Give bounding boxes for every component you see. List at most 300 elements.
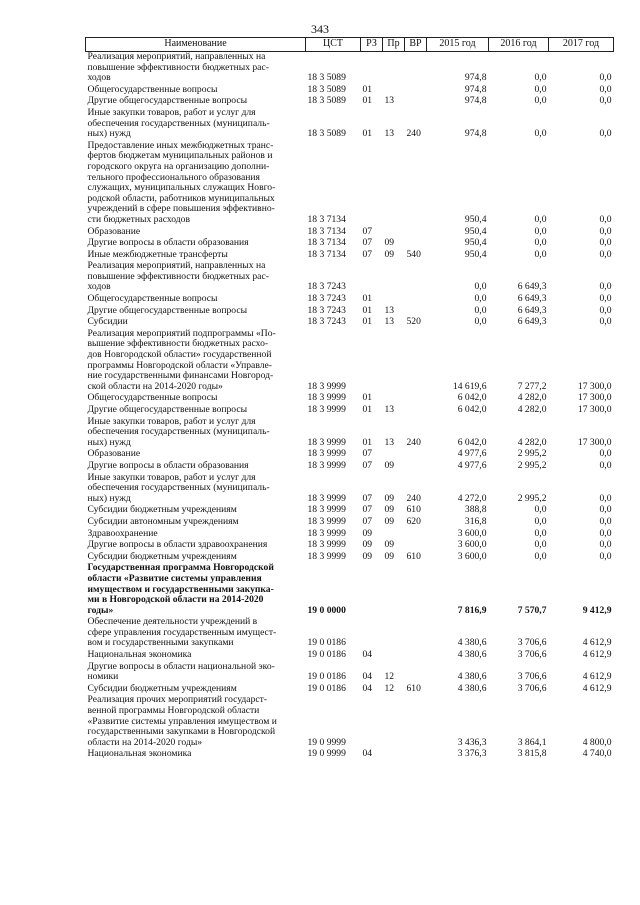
row-name-line: служащих, муниципальных служащих Новго- — [87, 182, 276, 194]
row-vr: 520 — [406, 316, 421, 328]
row-name-line: повышение эффективности бюджетных рас- — [87, 270, 269, 282]
row-rz — [361, 261, 383, 294]
row-name — [86, 473, 306, 506]
row-name — [86, 650, 306, 662]
row-value-2016: 0,0 — [534, 225, 547, 237]
table-row — [86, 238, 614, 250]
row-name-line: годы» — [87, 604, 114, 616]
row-pr: 13 — [384, 304, 395, 316]
row-rz: 01 — [362, 83, 373, 95]
row-value-2016: 6 649,3 — [517, 304, 547, 316]
row-name — [86, 517, 306, 529]
row-name-line: Общегосударственные вопросы — [87, 392, 218, 404]
row-vr — [405, 650, 427, 662]
row-name-line: Субсидии — [87, 316, 128, 328]
row-name — [86, 294, 306, 306]
row-name-line: обеспечения государственных (муниципаль- — [87, 117, 270, 129]
row-vr — [405, 294, 427, 306]
row-name-line: родской области, работников муниципальных — [87, 192, 275, 204]
row-value-2015: 974,8 — [464, 72, 487, 84]
row-cst: 18 3 7134 — [307, 225, 346, 237]
row-rz: 04 — [362, 671, 373, 683]
row-value-2017: 0,0 — [599, 316, 612, 328]
row-value-2017: 0,0 — [599, 237, 612, 249]
row-value-2015: 3 600,0 — [457, 527, 487, 539]
row-cst: 18 3 9999 — [307, 527, 346, 539]
row-rz: 07 — [362, 515, 373, 527]
row-rz: 01 — [362, 392, 373, 404]
row-rz: 01 — [362, 404, 373, 415]
row-pr — [383, 617, 405, 650]
row-value-2016: 0,0 — [534, 539, 547, 551]
row-value-2017: 4 740,0 — [582, 748, 612, 760]
row-name-line: обеспечения государственных (муниципаль- — [87, 426, 270, 438]
table-row — [86, 329, 614, 394]
row-name — [86, 52, 306, 85]
row-rz: 01 — [362, 293, 373, 305]
row-value-2017: 0,0 — [599, 128, 612, 140]
row-name-line: Реализация мероприятий, направленных на — [87, 51, 266, 62]
row-value-2016: 0,0 — [534, 550, 547, 562]
row-name — [86, 261, 306, 294]
row-rz: 07 — [362, 448, 373, 460]
row-value-2017: 0,0 — [599, 504, 612, 516]
row-pr — [383, 695, 405, 749]
row-value-2016: 6 649,3 — [517, 281, 547, 293]
row-name-line: Другие общегосударственные вопросы — [87, 95, 248, 107]
table-row — [86, 563, 614, 617]
row-cst: 18 3 9999 — [307, 539, 346, 551]
row-name-line: ных) нужд — [87, 436, 131, 448]
row-value-2016: 0,0 — [534, 72, 547, 84]
row-cst: 19 0 0186 — [307, 682, 346, 694]
row-vr: 240 — [406, 492, 421, 504]
row-value-2017: 0,0 — [599, 527, 612, 539]
row-name-line: дов Новгородской области» государственной — [87, 349, 272, 361]
row-name-line: городского округа на организацию дополни- — [87, 160, 270, 172]
row-name-line: Иные межбюджетные трансферты — [87, 248, 228, 260]
row-value-2017: 0,0 — [599, 539, 612, 551]
row-vr: 620 — [406, 515, 421, 527]
row-pr: 09 — [384, 515, 395, 527]
row-name-line: Субсидии автономным учреждениям — [87, 515, 239, 527]
row-name-line: Национальная экономика — [87, 649, 192, 661]
row-vr — [405, 695, 427, 749]
table-header-row — [86, 38, 614, 52]
row-rz — [361, 695, 383, 749]
row-value-2017: 9 412,9 — [582, 604, 612, 616]
row-value-2016: 0,0 — [534, 95, 547, 107]
table-row — [86, 417, 614, 450]
row-cst: 18 3 9999 — [307, 380, 346, 392]
row-cst: 18 3 9999 — [307, 392, 346, 404]
row-value-2015: 4 272,0 — [457, 492, 487, 504]
row-value-2015: 316,8 — [464, 515, 487, 527]
row-name-line: Общегосударственные вопросы — [87, 83, 218, 95]
row-value-2015: 974,8 — [464, 128, 487, 140]
row-rz: 01 — [362, 304, 373, 316]
row-value-2017: 17 300,0 — [577, 380, 612, 392]
row-cst: 18 3 7134 — [307, 213, 346, 225]
row-value-2015: 0,0 — [474, 281, 487, 293]
row-rz: 09 — [362, 539, 373, 551]
row-name-line: Обеспечение деятельности учреждений в — [87, 616, 258, 628]
row-cst: 18 3 7243 — [307, 316, 346, 328]
row-vr — [405, 662, 427, 684]
row-value-2015: 14 619,6 — [452, 380, 487, 392]
row-value-2016: 3 706,6 — [517, 682, 547, 694]
row-value-2016: 0,0 — [534, 515, 547, 527]
row-pr: 13 — [384, 128, 395, 140]
row-value-2016: 6 649,3 — [517, 316, 547, 328]
row-value-2016: 6 649,3 — [517, 293, 547, 305]
row-name — [86, 108, 306, 141]
row-name-line: сфере управления государственным имущест- — [87, 626, 277, 638]
row-value-2015: 6 042,0 — [457, 404, 487, 415]
row-cst: 18 3 5089 — [307, 128, 346, 140]
row-name — [86, 417, 306, 450]
row-value-2016: 3 706,6 — [517, 671, 547, 683]
row-value-2016: 0,0 — [534, 128, 547, 140]
row-value-2016: 4 282,0 — [517, 404, 547, 415]
row-cst: 19 0 0186 — [307, 649, 346, 661]
row-name-line: фертов бюджетам муниципальных районов и — [87, 150, 273, 162]
row-name-line: ской области на 2014-2020 годы» — [87, 380, 223, 392]
row-value-2017: 4 612,9 — [582, 637, 612, 649]
row-rz: 04 — [362, 649, 373, 661]
row-pr — [383, 141, 405, 227]
row-name — [86, 461, 306, 473]
row-vr — [405, 238, 427, 250]
table-body — [86, 52, 614, 762]
row-vr — [405, 52, 427, 85]
row-cst: 18 3 9999 — [307, 550, 346, 562]
row-value-2017: 0,0 — [599, 95, 612, 107]
column-header-2017: 2017 год — [549, 38, 614, 52]
row-value-2016: 0,0 — [534, 213, 547, 225]
row-pr: 09 — [384, 492, 395, 504]
row-value-2017: 0,0 — [599, 304, 612, 316]
row-cst: 18 3 7243 — [307, 281, 346, 293]
row-cst: 18 3 7134 — [307, 237, 346, 249]
row-vr: 540 — [406, 248, 421, 260]
row-value-2016: 2 995,2 — [517, 459, 547, 471]
row-name-line: Другие общегосударственные вопросы — [87, 304, 248, 316]
row-name — [86, 563, 306, 617]
row-vr — [405, 96, 427, 108]
row-cst: 19 0 0186 — [307, 671, 346, 683]
table-row — [86, 695, 614, 749]
row-value-2016: 0,0 — [534, 504, 547, 516]
row-rz — [361, 329, 383, 394]
table-row — [86, 517, 614, 529]
row-value-2015: 4 977,6 — [457, 459, 487, 471]
row-name-line: Предоставление иных межбюджетных транс- — [87, 139, 274, 151]
row-cst: 18 3 9999 — [307, 515, 346, 527]
row-vr — [405, 227, 427, 239]
table-row — [86, 473, 614, 506]
row-value-2017: 4 612,9 — [582, 671, 612, 683]
table-row — [86, 617, 614, 650]
row-pr: 09 — [384, 550, 395, 562]
row-value-2016: 4 282,0 — [517, 436, 547, 448]
row-pr: 09 — [384, 248, 395, 260]
row-rz: 07 — [362, 225, 373, 237]
row-rz: 07 — [362, 237, 373, 249]
row-value-2015: 3 600,0 — [457, 550, 487, 562]
row-rz: 07 — [362, 248, 373, 260]
row-value-2016: 3 815,8 — [517, 748, 547, 760]
row-pr — [383, 52, 405, 85]
row-name-line: Государственная программа Новгородской — [87, 562, 274, 574]
row-name-line: ми в Новгородской области на 2014-2020 — [87, 594, 264, 606]
row-rz: 01 — [362, 95, 373, 107]
row-value-2016: 7 570,7 — [517, 604, 547, 616]
row-pr: 13 — [384, 95, 395, 107]
row-rz: 01 — [362, 128, 373, 140]
row-value-2015: 4 380,6 — [457, 682, 487, 694]
row-name-line: повышение эффективности бюджетных рас- — [87, 61, 269, 73]
column-header-name: Наименование — [86, 38, 306, 52]
table-row — [86, 294, 614, 306]
row-rz: 01 — [362, 316, 373, 328]
row-name — [86, 405, 306, 417]
column-header-rz: РЗ — [361, 38, 383, 52]
table-row — [86, 650, 614, 662]
row-name-line: Реализация мероприятий, направленных на — [87, 260, 266, 272]
row-name-line: ние государственными финансами Новгород- — [87, 370, 274, 382]
row-name-line: Образование — [87, 225, 141, 237]
row-name — [86, 662, 306, 684]
row-vr — [405, 749, 427, 761]
table-row — [86, 662, 614, 684]
row-value-2015: 3 436,3 — [457, 736, 487, 748]
table-row — [86, 141, 614, 227]
row-name-line: номики — [87, 671, 119, 683]
row-name — [86, 617, 306, 650]
row-value-2017: 0,0 — [599, 293, 612, 305]
row-vr — [405, 405, 427, 417]
row-name-line: области «Развитие системы управления — [87, 572, 262, 584]
row-value-2015: 4 380,6 — [457, 671, 487, 683]
row-vr — [405, 261, 427, 294]
row-cst: 19 0 9999 — [307, 748, 346, 760]
page-number: 343 — [311, 22, 329, 36]
row-name-line: ных) нужд — [87, 128, 131, 140]
row-name-line: вом и государственными закупками — [87, 637, 234, 649]
row-name-line: государственными закупками в Новгородской — [87, 726, 276, 738]
table-row — [86, 540, 614, 552]
row-vr — [405, 617, 427, 650]
row-value-2016: 0,0 — [534, 83, 547, 95]
row-name-line: сти бюджетных расходов — [87, 213, 190, 225]
row-value-2015: 0,0 — [474, 293, 487, 305]
row-vr — [405, 449, 427, 461]
row-vr — [405, 85, 427, 97]
row-value-2015: 4 977,6 — [457, 448, 487, 460]
row-value-2015: 950,4 — [464, 225, 487, 237]
row-pr: 09 — [384, 504, 395, 516]
column-header-2015: 2015 год — [427, 38, 489, 52]
row-value-2015: 4 380,6 — [457, 649, 487, 661]
row-name-line: тельного профессионального образования — [87, 171, 260, 183]
row-cst: 18 3 9999 — [307, 448, 346, 460]
row-value-2016: 7 277,2 — [517, 380, 547, 392]
row-vr — [405, 141, 427, 227]
row-pr — [383, 294, 405, 306]
row-pr: 12 — [384, 671, 395, 683]
row-value-2016: 4 282,0 — [517, 392, 547, 404]
row-cst: 18 3 7134 — [307, 248, 346, 260]
row-cst: 18 3 5089 — [307, 95, 346, 107]
row-value-2015: 0,0 — [474, 316, 487, 328]
row-rz: 04 — [362, 748, 373, 760]
row-vr — [405, 461, 427, 473]
table-row — [86, 461, 614, 473]
row-rz: 07 — [362, 504, 373, 516]
row-value-2017: 4 612,9 — [582, 682, 612, 694]
row-cst: 19 0 9999 — [307, 736, 346, 748]
row-name-line: Национальная экономика — [87, 748, 192, 760]
column-header-vr: ВР — [405, 38, 427, 52]
row-value-2017: 4 612,9 — [582, 649, 612, 661]
row-value-2015: 950,4 — [464, 237, 487, 249]
budget-table — [85, 37, 614, 761]
row-value-2015: 0,0 — [474, 304, 487, 316]
row-vr: 610 — [406, 682, 421, 694]
row-name-line: Субсидии бюджетным учреждениям — [87, 682, 237, 694]
row-value-2016: 0,0 — [534, 237, 547, 249]
row-pr — [383, 650, 405, 662]
row-vr: 610 — [406, 504, 421, 516]
row-vr — [405, 529, 427, 541]
row-value-2017: 0,0 — [599, 281, 612, 293]
row-value-2016: 3 706,6 — [517, 637, 547, 649]
row-name-line: Другие вопросы в области образования — [87, 237, 249, 249]
row-rz: 01 — [362, 436, 373, 448]
row-cst: 18 3 5089 — [307, 72, 346, 84]
row-value-2017: 0,0 — [599, 72, 612, 84]
row-rz — [361, 563, 383, 617]
row-value-2017: 0,0 — [599, 213, 612, 225]
row-vr — [405, 393, 427, 405]
row-value-2015: 3 376,3 — [457, 748, 487, 760]
row-pr: 09 — [384, 539, 395, 551]
row-pr — [383, 563, 405, 617]
row-name-line: ных) нужд — [87, 492, 131, 504]
row-vr — [405, 563, 427, 617]
row-name-line: ходов — [87, 281, 111, 293]
row-value-2017: 17 300,0 — [577, 392, 612, 404]
row-value-2016: 0,0 — [534, 248, 547, 260]
table-row — [86, 749, 614, 761]
row-name-line: Иные закупки товаров, работ и услуг для — [87, 106, 256, 118]
row-name-line: Реализация прочих мероприятий государст- — [87, 694, 268, 706]
row-cst: 18 3 7243 — [307, 304, 346, 316]
row-name-line: обеспечения государственных (муниципаль- — [87, 482, 270, 494]
row-name-line: Образование — [87, 448, 141, 460]
row-cst: 18 3 9999 — [307, 436, 346, 448]
row-name — [86, 329, 306, 394]
row-rz — [361, 617, 383, 650]
row-pr: 13 — [384, 316, 395, 328]
row-value-2016: 0,0 — [534, 527, 547, 539]
row-rz: 04 — [362, 682, 373, 694]
row-name-line: Иные закупки товаров, работ и услуг для — [87, 471, 256, 483]
row-rz: 09 — [362, 527, 373, 539]
row-rz — [361, 52, 383, 85]
row-vr: 240 — [406, 436, 421, 448]
row-vr — [405, 329, 427, 394]
row-value-2015: 388,8 — [464, 504, 487, 516]
row-value-2017: 0,0 — [599, 492, 612, 504]
row-value-2017: 17 300,0 — [577, 404, 612, 415]
row-cst: 19 0 0000 — [307, 604, 346, 616]
row-cst: 18 3 9999 — [307, 459, 346, 471]
row-cst: 18 3 9999 — [307, 504, 346, 516]
row-cst: 18 3 7243 — [307, 293, 346, 305]
row-pr — [383, 329, 405, 394]
row-value-2017: 0,0 — [599, 248, 612, 260]
row-value-2015: 974,8 — [464, 83, 487, 95]
table-row — [86, 108, 614, 141]
row-value-2015: 6 042,0 — [457, 392, 487, 404]
row-value-2015: 7 816,9 — [457, 604, 487, 616]
row-value-2015: 950,4 — [464, 248, 487, 260]
column-header-2016: 2016 год — [489, 38, 549, 52]
row-name-line: Другие общегосударственные вопросы — [87, 404, 248, 415]
row-name-line: программы Новгородской области «Управле- — [87, 359, 272, 371]
row-pr — [383, 261, 405, 294]
row-value-2015: 4 380,6 — [457, 637, 487, 649]
row-value-2015: 3 600,0 — [457, 539, 487, 551]
row-value-2017: 0,0 — [599, 550, 612, 562]
row-name-line: Здравоохранение — [87, 527, 158, 539]
row-name-line: области на 2014-2020 годы» — [87, 736, 203, 748]
row-name-line: учреждений в сфере повышения эффективно- — [87, 203, 275, 215]
row-rz — [361, 141, 383, 227]
table-row — [86, 261, 614, 294]
row-name — [86, 695, 306, 749]
row-name-line: Реализация мероприятий подпрограммы «По- — [87, 327, 276, 339]
row-value-2017: 17 300,0 — [577, 436, 612, 448]
row-pr: 09 — [384, 459, 395, 471]
table-row — [86, 405, 614, 417]
row-name — [86, 749, 306, 761]
row-vr: 610 — [406, 550, 421, 562]
row-name-line: имуществом и государственными закупка- — [87, 583, 274, 595]
row-value-2015: 974,8 — [464, 95, 487, 107]
row-value-2015: 950,4 — [464, 213, 487, 225]
row-vr: 240 — [406, 128, 421, 140]
row-name-line: Общегосударственные вопросы — [87, 293, 218, 305]
row-vr — [405, 540, 427, 552]
row-name-line: вышение эффективности бюджетных расхо- — [87, 338, 269, 350]
row-value-2017: 0,0 — [599, 448, 612, 460]
row-pr: 09 — [384, 237, 395, 249]
row-value-2017: 0,0 — [599, 515, 612, 527]
row-name-line: ходов — [87, 72, 111, 84]
row-value-2017: 0,0 — [599, 225, 612, 237]
row-value-2016: 2 995,2 — [517, 448, 547, 460]
row-name — [86, 141, 306, 227]
row-value-2016: 3 706,6 — [517, 649, 547, 661]
column-header-cst: ЦСТ — [306, 38, 361, 52]
row-name-line: венной программы Новгородской области — [87, 705, 260, 717]
row-name-line: Другие вопросы в области национальной эко- — [87, 660, 275, 672]
row-cst: 18 3 9999 — [307, 492, 346, 504]
row-name-line: Субсидии бюджетным учреждениям — [87, 550, 237, 562]
